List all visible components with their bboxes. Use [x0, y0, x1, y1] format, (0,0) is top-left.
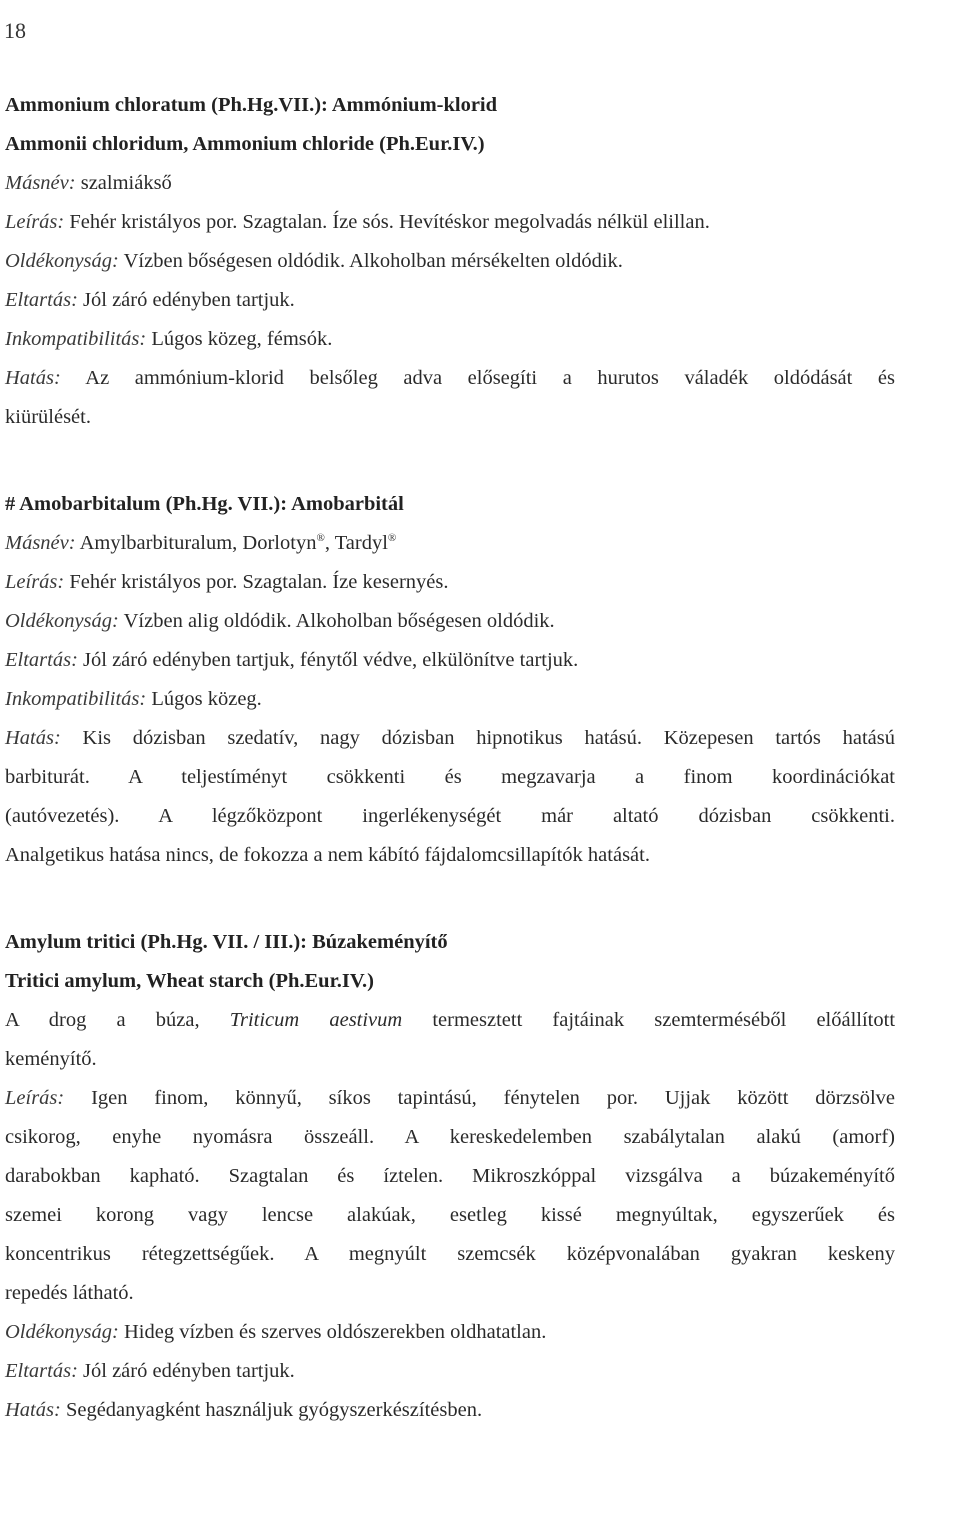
field-value: Lúgos közeg, fémsók.: [151, 328, 333, 350]
field-eltartas: [5, 1352, 895, 1391]
field-leiras: [5, 203, 895, 242]
section-gap: [5, 875, 895, 923]
intro-text: A drog a búza,: [5, 1009, 200, 1031]
entry-amobarbitalum: [5, 485, 895, 875]
field-inkompatibilitas: [5, 320, 895, 359]
field-label: Eltartás:: [5, 289, 78, 311]
field-value: Jól záró edényben tartjuk.: [83, 1360, 295, 1382]
entry-intro-cont: keményítő.: [5, 1048, 97, 1070]
entry-subtitle: Ammonii chloridum, Ammonium chloride (Ph.Eur.IV.): [5, 133, 485, 155]
field-value: Vízben alig oldódik. Alkoholban bőségesen oldódik.: [123, 610, 555, 632]
registered-mark: ®: [387, 532, 397, 545]
intro-text: termesztett fajtáinak szemterméséből előállított: [432, 1009, 896, 1031]
field-label: Leírás:: [5, 1087, 65, 1109]
field-hatas-cont: barbiturát. A teljestíményt csökkenti és megzavarja a finom koordinációkat: [5, 766, 895, 788]
field-oldekonysag: [5, 1313, 895, 1352]
field-label: Leírás:: [5, 571, 65, 593]
field-label: Eltartás:: [5, 1360, 78, 1382]
entry-title: Ammonium chloratum (Ph.Hg.VII.): Ammónium-klorid: [5, 94, 498, 116]
field-oldekonysag: [5, 242, 895, 281]
field-value: Amylbarbituralum, Dorlotyn: [79, 532, 317, 554]
field-label: Eltartás:: [5, 649, 78, 671]
field-value: Vízben bőségesen oldódik. Alkoholban mérsékelten oldódik.: [123, 250, 623, 272]
field-label: Oldékonyság:: [5, 610, 119, 632]
field-label: Inkompatibilitás:: [5, 328, 147, 350]
field-oldekonysag: [5, 602, 895, 641]
field-value: Kis dózisban szedatív, nagy dózisban hipnotikus hatású. Közepesen tartós hatású: [82, 727, 896, 749]
field-leiras: [5, 1079, 895, 1118]
field-masnev: [5, 524, 895, 563]
entry-intro: [5, 1001, 895, 1040]
field-value: Jól záró edényben tartjuk, fénytől védve, elkülönítve tartjuk.: [83, 649, 579, 671]
field-value: Fehér kristályos por. Szagtalan. Íze kesernyés.: [69, 571, 449, 593]
field-label: Hatás:: [5, 367, 61, 389]
field-label: Oldékonyság:: [5, 1321, 119, 1343]
document-body: [5, 86, 895, 1430]
field-eltartas: [5, 281, 895, 320]
field-label: Hatás:: [5, 727, 61, 749]
field-inkompatibilitas: [5, 680, 895, 719]
field-value: Segédanyagként használjuk gyógyszerkészítésben.: [65, 1399, 483, 1421]
field-value: Az ammónium-klorid belsőleg adva elősegíti a hurutos váladék oldódását és: [85, 367, 895, 389]
field-hatas-cont: kiürülését.: [5, 406, 91, 428]
field-hatas: [5, 1391, 895, 1430]
field-value: Hideg vízben és szerves oldószerekben oldhatatlan.: [123, 1321, 547, 1343]
field-value: Jól záró edényben tartjuk.: [83, 289, 295, 311]
field-leiras-cont: koncentrikus rétegzettségűek. A megnyúlt szemcsék középvonalában gyakran keskeny: [5, 1243, 895, 1265]
section-gap: [5, 437, 895, 485]
field-label: Hatás:: [5, 1399, 61, 1421]
field-value: Fehér kristályos por. Szagtalan. Íze sós. Hevítéskor megolvadás nélkül elillan.: [69, 211, 710, 233]
field-label: Inkompatibilitás:: [5, 688, 147, 710]
field-leiras: [5, 563, 895, 602]
field-label: Leírás:: [5, 211, 65, 233]
field-hatas: [5, 359, 895, 398]
entry-title: Amylum tritici (Ph.Hg. VII. / III.): Búzakeményítő: [5, 931, 448, 953]
entry-subtitle: Tritici amylum, Wheat starch (Ph.Eur.IV.): [5, 970, 375, 992]
field-hatas: [5, 719, 895, 758]
field-hatas-cont: (autóvezetés). A légzőközpont ingerlékenységét már altató dózisban csökkenti.: [5, 805, 895, 827]
field-value: , Tardyl: [324, 532, 388, 554]
field-hatas-cont: Analgetikus hatása nincs, de fokozza a nem kábító fájdalomcsillapítók hatását.: [5, 844, 650, 866]
field-leiras-cont: repedés látható.: [5, 1282, 134, 1304]
entry-ammonium-chloratum: [5, 86, 895, 437]
field-leiras-cont: darabokban kapható. Szagtalan és íztelen. Mikroszkóppal vizsgálva a búzakeményítő: [5, 1165, 895, 1187]
species-name: Triticum aestivum: [229, 1009, 403, 1031]
field-value: Lúgos közeg.: [151, 688, 262, 710]
field-value: Igen finom, könnyű, síkos tapintású, fénytelen por. Ujjak között dörzsölve: [91, 1087, 896, 1109]
field-label: Másnév:: [5, 532, 76, 554]
field-value: szalmiákső: [80, 172, 172, 194]
registered-mark: ®: [316, 532, 325, 545]
field-label: Oldékonyság:: [5, 250, 119, 272]
field-label: Másnév:: [5, 172, 76, 194]
entry-amylum-tritici: [5, 923, 895, 1430]
field-leiras-cont: csikorog, enyhe nyomásra összeáll. A kereskedelemben szabálytalan alakú (amorf): [5, 1126, 895, 1148]
field-masnev: [5, 164, 895, 203]
page-number: 18: [4, 18, 26, 43]
entry-title: # Amobarbitalum (Ph.Hg. VII.): Amobarbitál: [5, 493, 404, 515]
field-leiras-cont: szemei korong vagy lencse alakúak, esetleg kissé megnyúltak, egyszerűek és: [5, 1204, 895, 1226]
field-eltartas: [5, 641, 895, 680]
